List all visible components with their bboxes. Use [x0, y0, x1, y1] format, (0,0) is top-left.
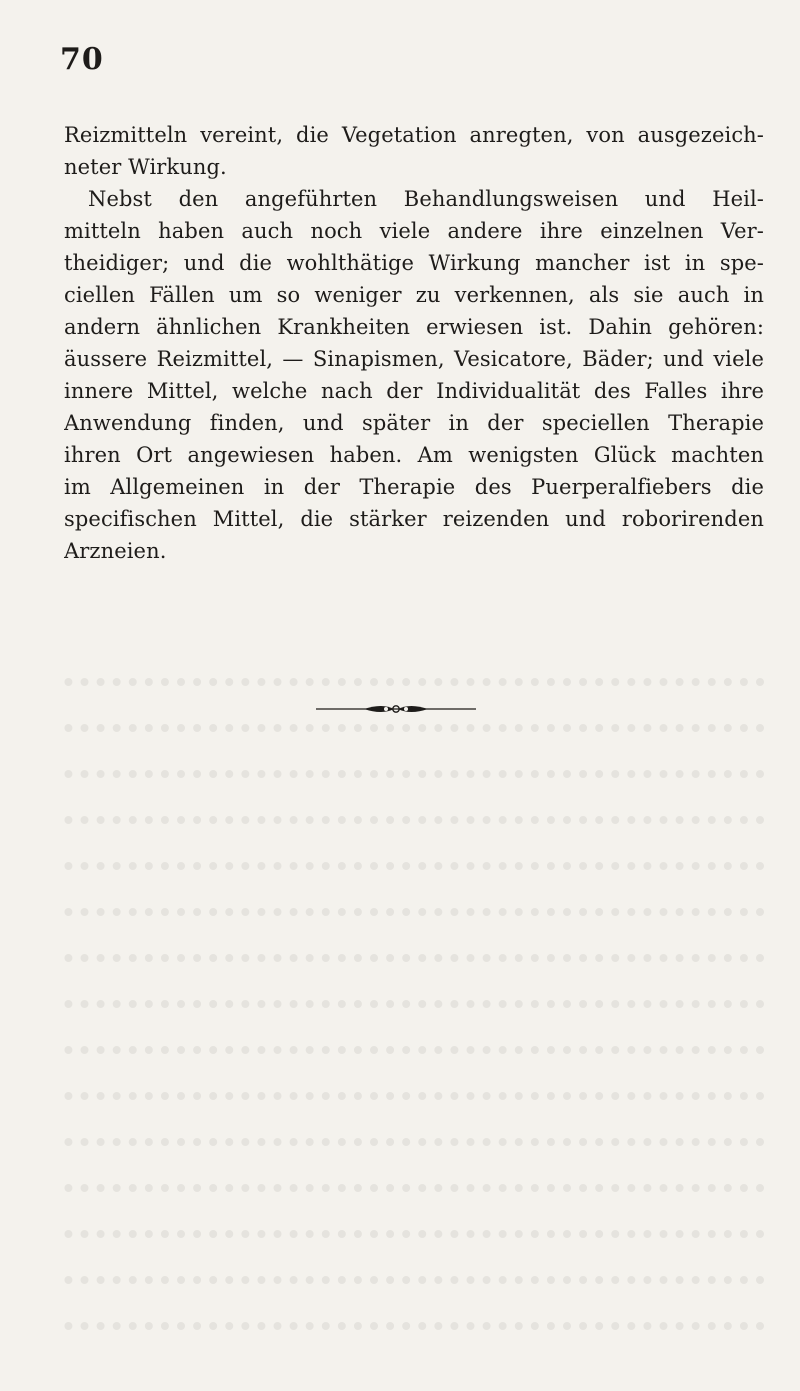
- text-line: äussere Reizmittel, — Sinapismen, Vesicatore, Bäder; und viele: [64, 347, 764, 371]
- text-line: mitteln haben auch noch viele andere ihre einzelnen Ver-: [64, 219, 764, 243]
- text-line: Reizmitteln vereint, die Vegetation anregten, von ausgezeich-: [64, 123, 764, 147]
- text-line: im Allgemeinen in der Therapie des Puerperalfiebers die: [64, 475, 764, 499]
- text-line: ihren Ort angewiesen haben. Am wenigsten Glück machten: [64, 443, 764, 467]
- text-line: Nebst den angeführten Behandlungsweisen und Heil-: [88, 187, 764, 211]
- ornamental-rule-icon: [316, 699, 476, 719]
- text-line: ciellen Fällen um so weniger zu verkennen, als sie auch in: [64, 283, 764, 307]
- paragraph-2: [64, 183, 764, 567]
- text-line: Anwendung finden, und später in der speciellen Therapie: [64, 411, 764, 435]
- text-line: theidiger; und die wohlthätige Wirkung mancher ist in spe-: [64, 251, 764, 275]
- text-line: Arzneien.: [64, 539, 167, 563]
- page-number: 70: [60, 42, 104, 77]
- text-line: specifischen Mittel, die stärker reizenden und roborirenden: [64, 507, 764, 531]
- reverse-page-bleed-through: [64, 640, 764, 1360]
- text-line: innere Mittel, welche nach der Individualität des Falles ihre: [64, 379, 764, 403]
- text-line: andern ähnlichen Krankheiten erwiesen ist. Dahin gehören:: [64, 315, 764, 339]
- paragraph-1: [64, 119, 764, 183]
- body-text: [64, 119, 764, 567]
- text-line: neter Wirkung.: [64, 155, 227, 179]
